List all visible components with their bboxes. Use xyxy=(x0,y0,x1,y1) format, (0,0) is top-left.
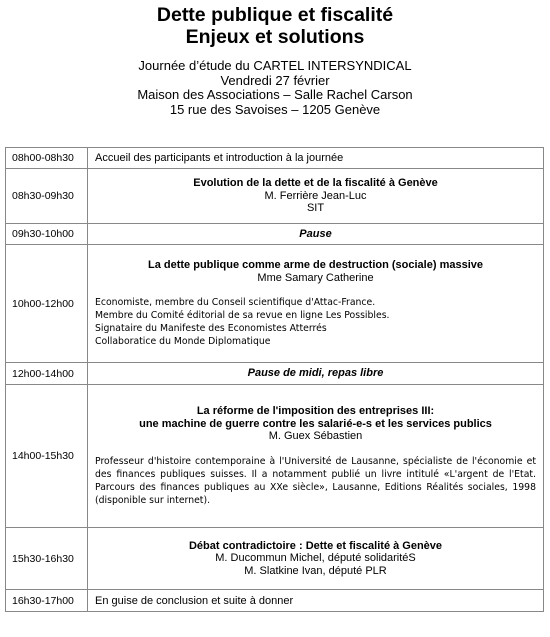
schedule-row xyxy=(6,528,544,590)
activity-cell xyxy=(88,528,544,590)
schedule-row xyxy=(6,224,544,245)
page-subtitle: Enjeux et solutions xyxy=(185,26,365,48)
activity-cell: Pause de midi, repas libre xyxy=(88,363,544,385)
schedule-row xyxy=(6,363,544,385)
activity-cell xyxy=(88,169,544,224)
time-cell: 10h00-12h00 xyxy=(6,245,88,363)
speaker-bio-line: Collaboratice du Monde Diplomatique xyxy=(95,336,271,347)
page-title: Dette publique et fiscalité xyxy=(156,4,394,26)
speaker-name: Mme Samary Catherine xyxy=(257,271,374,284)
event-address: 15 rue des Savoises – 1205 Genève xyxy=(169,101,381,117)
speaker-bio: Professeur d'histoire contemporaine à l'Université de Lausanne, spécialiste de l'économie et des finances publiques suisses. Il a notamment publié un livre intitulé «L'argent de l'Etat. Parcours des finances publiques au XXe siècle», Lausanne, Editions Réalités sociales, 1998 (disponible sur internet). xyxy=(95,455,536,506)
speaker-bio-line: Membre du Comité éditorial de sa revue en ligne Les Possibles. xyxy=(95,310,390,321)
event-venue: Maison des Associations – Salle Rachel Carson xyxy=(137,87,413,102)
time-cell: 08h30-09h30 xyxy=(6,169,88,224)
session-title: Evolution de la dette et de la fiscalité à Genève xyxy=(193,177,438,190)
session-title: La réforme de l'imposition des entreprises III: xyxy=(196,405,435,418)
activity-cell xyxy=(88,385,544,528)
schedule-row xyxy=(6,590,544,612)
activity-cell: Accueil des participants et introduction à la journée xyxy=(88,148,544,169)
time-cell: 16h30-17h00 xyxy=(6,590,88,612)
speaker-name: M. Slatkine Ivan, député PLR xyxy=(244,564,387,577)
speaker-bio-line: Economiste, membre du Conseil scientifique d'Attac-France. xyxy=(95,297,376,308)
event-organizer: Journée d’étude du CARTEL INTERSYNDICAL xyxy=(138,58,412,73)
time-cell: 09h30-10h00 xyxy=(6,224,88,245)
speaker-name: M. Ferrière Jean-Luc xyxy=(264,189,367,202)
schedule-row xyxy=(6,169,544,224)
time-cell: 08h00-08h30 xyxy=(6,148,88,169)
event-info xyxy=(0,59,550,117)
time-cell: 12h00-14h00 xyxy=(6,363,88,385)
activity-cell xyxy=(88,245,544,363)
speaker-name: M. Guex Sébastien xyxy=(268,430,363,443)
time-cell: 15h30-16h30 xyxy=(6,528,88,590)
session-title: Débat contradictoire : Dette et fiscalité à Genève xyxy=(188,539,443,552)
activity-cell: Pause xyxy=(88,224,544,245)
activity-cell: En guise de conclusion et suite à donner xyxy=(88,590,544,612)
schedule-row xyxy=(6,148,544,169)
event-date: Vendredi 27 février xyxy=(220,72,330,88)
speaker-bio-line: Signataire du Manifeste des Economistes Atterrés xyxy=(95,323,327,334)
speaker-name: M. Ducommun Michel, député solidaritéS xyxy=(215,552,416,565)
session-title-line2: une machine de guerre contre les salarié-e-s et les services publics xyxy=(139,417,492,430)
session-title: La dette publique comme arme de destruction (sociale) massive xyxy=(148,259,483,271)
schedule-table xyxy=(5,147,544,612)
speaker-organization: SIT xyxy=(306,202,325,215)
time-cell: 14h00-15h30 xyxy=(6,385,88,528)
schedule-row xyxy=(6,385,544,528)
schedule-row xyxy=(6,245,544,363)
